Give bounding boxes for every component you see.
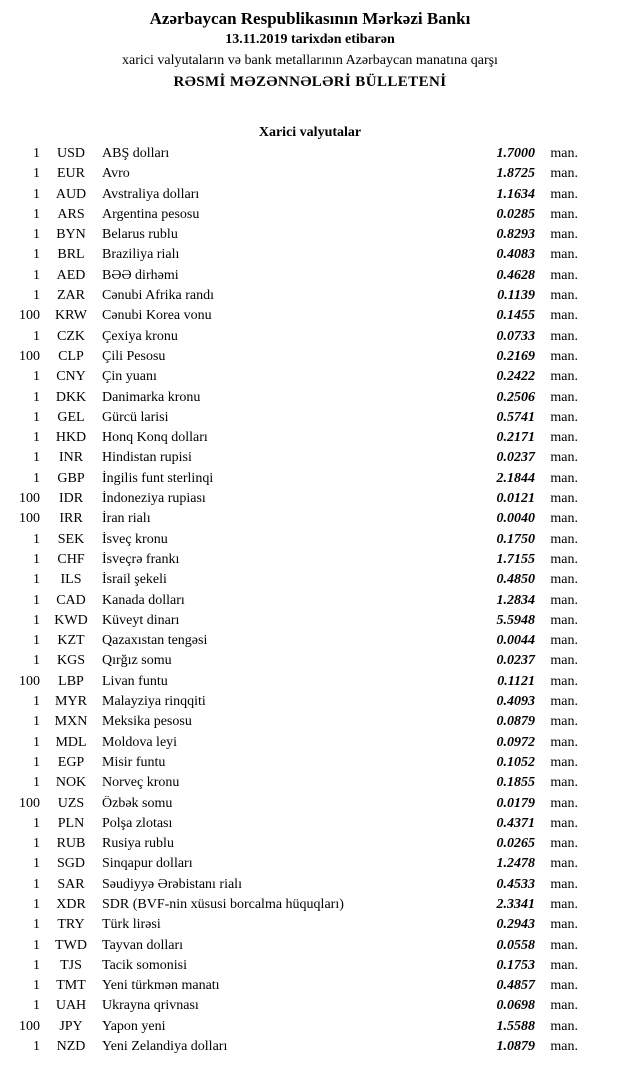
rate-unit: man.	[550, 714, 578, 730]
rate-quantity: 1	[33, 815, 40, 831]
rate-row	[10, 552, 578, 572]
rate-unit: man.	[550, 146, 578, 161]
currency-name: Danimarka kronu	[102, 389, 201, 405]
currency-name: Malayziya rinqqiti	[102, 694, 206, 710]
rate-quantity: 1	[33, 531, 40, 547]
rate-value: 0.1052	[496, 754, 535, 770]
rate-quantity: 1	[33, 754, 40, 770]
rate-row	[10, 653, 578, 673]
rate-row	[10, 816, 578, 836]
rate-quantity: 1	[33, 937, 40, 953]
rate-quantity: 1	[33, 430, 40, 446]
rate-quantity: 1	[33, 328, 40, 344]
rate-quantity: 1	[33, 206, 40, 222]
rate-unit: man.	[550, 409, 578, 425]
rate-quantity: 1	[33, 694, 40, 710]
currency-name: Qırğız somu	[102, 653, 172, 669]
rate-unit: man.	[550, 348, 578, 364]
currency-code: BRL	[57, 247, 85, 263]
rate-row	[10, 775, 578, 795]
currency-code: PLN	[57, 815, 85, 831]
currency-code: INR	[58, 450, 84, 466]
currency-code: USD	[56, 146, 85, 161]
rate-quantity: 1	[33, 836, 40, 852]
rate-unit: man.	[550, 998, 578, 1014]
currency-name: Avstraliya dolları	[102, 186, 200, 202]
currency-name: İsveç kronu	[102, 531, 168, 547]
rate-value: 2.1844	[496, 470, 535, 486]
rate-quantity: 100	[19, 1018, 40, 1034]
rates-table-body	[0, 146, 620, 1069]
rate-unit: man.	[550, 389, 578, 405]
rate-unit: man.	[550, 470, 578, 486]
currency-name: Avro	[102, 166, 130, 182]
rate-unit: man.	[550, 186, 578, 202]
rate-value: 0.2169	[496, 348, 535, 364]
currency-name: Türk lirəsi	[102, 917, 161, 933]
currency-name: İsrail şekeli	[102, 572, 167, 588]
rate-unit: man.	[550, 288, 578, 304]
rate-unit: man.	[550, 450, 578, 466]
rate-row	[10, 247, 578, 267]
currency-code: KRW	[55, 308, 87, 324]
rate-quantity: 100	[19, 673, 40, 689]
document-subtitle: xarici valyutaların və bank metallarının Azərbaycan manatına qarşı	[122, 53, 498, 68]
rate-unit: man.	[550, 876, 578, 892]
currency-name: Braziliya rialı	[102, 247, 180, 263]
rate-value: 5.5948	[496, 612, 535, 628]
currency-name: Çexiya kronu	[102, 328, 178, 344]
rate-value: 0.0237	[496, 653, 535, 669]
rate-quantity: 1	[33, 734, 40, 750]
currency-name: Gürcü larisi	[102, 409, 169, 425]
rate-value: 0.0285	[496, 206, 535, 222]
rate-unit: man.	[550, 531, 578, 547]
rate-unit: man.	[550, 917, 578, 933]
rate-row	[10, 369, 578, 389]
rate-quantity: 1	[33, 450, 40, 466]
rate-unit: man.	[550, 633, 578, 649]
rate-quantity: 1	[33, 998, 40, 1014]
rate-value: 0.4093	[496, 694, 535, 710]
rate-row	[10, 166, 578, 186]
currency-name: Tayvan dolları	[102, 937, 184, 953]
rate-value: 0.0733	[496, 328, 535, 344]
rate-row	[10, 836, 578, 856]
rate-row	[10, 613, 578, 633]
rate-unit: man.	[550, 572, 578, 588]
rate-row	[10, 532, 578, 552]
rate-value: 0.4371	[496, 815, 535, 831]
currency-name: ABŞ dolları	[102, 146, 170, 161]
currency-name: Qazaxıstan tengəsi	[102, 633, 208, 649]
rate-row	[10, 633, 578, 653]
rate-value: 1.2834	[496, 592, 535, 608]
currency-name: SDR (BVF-nin xüsusi borcalma hüquqları)	[102, 896, 344, 912]
currency-name: İndoneziya rupiası	[102, 491, 206, 507]
rate-unit: man.	[550, 612, 578, 628]
rate-unit: man.	[550, 775, 578, 791]
rate-value: 0.0558	[496, 937, 535, 953]
currency-code: DKK	[55, 389, 87, 405]
currency-code: MYR	[55, 694, 87, 710]
currency-code: GEL	[57, 409, 85, 425]
currency-code: CHF	[57, 551, 85, 567]
currency-code: KZT	[57, 633, 85, 649]
currency-code: NZD	[56, 1039, 86, 1055]
currency-code: CAD	[56, 592, 86, 608]
rate-value: 0.1855	[496, 775, 535, 791]
currency-code: AED	[56, 267, 86, 283]
rate-unit: man.	[550, 795, 578, 811]
rate-row	[10, 471, 578, 491]
rate-value: 0.0044	[496, 633, 535, 649]
rate-row	[10, 511, 578, 531]
rate-quantity: 1	[33, 267, 40, 283]
currency-code: TWD	[55, 937, 87, 953]
currency-code: LBP	[58, 673, 84, 689]
rate-value: 0.4083	[496, 247, 535, 263]
rate-quantity: 1	[33, 592, 40, 608]
currency-code: NOK	[55, 775, 87, 791]
rate-row	[10, 998, 578, 1018]
rate-unit: man.	[550, 694, 578, 710]
rate-value: 0.2943	[496, 917, 535, 933]
rate-quantity: 1	[33, 917, 40, 933]
rate-quantity: 1	[33, 389, 40, 405]
currency-code: EGP	[57, 754, 85, 770]
rate-row	[10, 227, 578, 247]
rate-quantity: 1	[33, 572, 40, 588]
rate-value: 0.4533	[496, 876, 535, 892]
currency-name: Cənubi Korea vonu	[102, 308, 212, 324]
rate-value: 0.1750	[496, 531, 535, 547]
rate-value: 1.2478	[496, 856, 535, 872]
rate-row	[10, 856, 578, 876]
rate-value: 0.5741	[496, 409, 535, 425]
rate-quantity: 1	[33, 775, 40, 791]
rate-unit: man.	[550, 754, 578, 770]
rate-row	[10, 146, 578, 166]
rate-unit: man.	[550, 166, 578, 182]
rate-unit: man.	[550, 247, 578, 263]
rate-row	[10, 187, 578, 207]
currency-name: Belarus rublu	[102, 227, 178, 243]
currency-code: TJS	[60, 957, 82, 973]
rate-unit: man.	[550, 328, 578, 344]
currency-name: Hindistan rupisi	[102, 450, 192, 466]
rate-value: 1.8725	[496, 166, 535, 182]
rate-quantity: 1	[33, 633, 40, 649]
rate-row	[10, 450, 578, 470]
rate-value: 0.0237	[496, 450, 535, 466]
currency-code: KWD	[54, 612, 88, 628]
rate-row	[10, 593, 578, 613]
rate-unit: man.	[550, 592, 578, 608]
rate-unit: man.	[550, 511, 578, 527]
currency-name: BƏƏ dirhəmi	[102, 267, 179, 283]
rate-unit: man.	[550, 896, 578, 912]
currency-code: IDR	[58, 491, 84, 507]
rate-row	[10, 430, 578, 450]
currency-name: Norveç kronu	[102, 775, 180, 791]
currency-code: KGS	[56, 653, 85, 669]
rate-value: 1.5588	[496, 1018, 535, 1034]
bank-title: Azərbaycan Respublikasının Mərkəzi Bankı	[149, 9, 471, 28]
currency-name: Yapon yeni	[102, 1018, 166, 1034]
currency-code: IRR	[59, 511, 83, 527]
rate-value: 0.0698	[496, 998, 535, 1014]
rate-value: 0.0265	[496, 836, 535, 852]
rate-value: 0.0040	[496, 511, 535, 527]
currency-name: Misir funtu	[102, 754, 166, 770]
rate-quantity: 100	[19, 308, 40, 324]
rate-row	[10, 938, 578, 958]
rate-quantity: 1	[33, 612, 40, 628]
currency-code: RUB	[56, 836, 86, 852]
rate-row	[10, 1039, 578, 1059]
currency-name: Yeni türkmən manatı	[102, 978, 220, 994]
rate-quantity: 1	[33, 551, 40, 567]
rate-row	[10, 410, 578, 430]
rate-value: 0.2422	[496, 369, 535, 385]
rate-row	[10, 674, 578, 694]
document-header	[0, 8, 620, 93]
rate-value: 0.1121	[497, 673, 535, 689]
rate-unit: man.	[550, 836, 578, 852]
currency-name: Honq Konq dolları	[102, 430, 208, 446]
rate-value: 0.1753	[496, 957, 535, 973]
currency-code: UAH	[55, 998, 87, 1014]
currency-name: Livan funtu	[102, 673, 168, 689]
currency-name: Özbək somu	[102, 795, 173, 811]
rate-row	[10, 958, 578, 978]
currency-code: XDR	[56, 896, 86, 912]
rate-unit: man.	[550, 856, 578, 872]
rate-row	[10, 329, 578, 349]
rate-value: 0.8293	[496, 227, 535, 243]
rate-unit: man.	[550, 430, 578, 446]
rate-row	[10, 349, 578, 369]
rate-row	[10, 390, 578, 410]
currency-name: Sinqapur dolları	[102, 856, 193, 872]
rate-unit: man.	[550, 267, 578, 283]
rate-quantity: 1	[33, 186, 40, 202]
rate-quantity: 1	[33, 166, 40, 182]
rate-unit: man.	[550, 957, 578, 973]
rate-value: 0.2171	[496, 430, 535, 446]
currency-code: GBP	[57, 470, 85, 486]
rate-unit: man.	[550, 653, 578, 669]
rate-quantity: 1	[33, 653, 40, 669]
rate-value: 0.4850	[496, 572, 535, 588]
rate-quantity: 1	[33, 369, 40, 385]
currency-name: Argentina pesosu	[102, 206, 200, 222]
rate-quantity: 1	[33, 978, 40, 994]
rate-row	[10, 207, 578, 227]
currency-name: Tacik somonisi	[102, 957, 187, 973]
currency-code: MDL	[55, 734, 87, 750]
rate-value: 0.1139	[497, 288, 535, 304]
currency-code: JPY	[59, 1018, 83, 1034]
currency-name: Polşa zlotası	[102, 815, 173, 831]
rate-quantity: 1	[33, 896, 40, 912]
rate-row	[10, 572, 578, 592]
currency-code: CLP	[58, 348, 84, 364]
rate-row	[10, 755, 578, 775]
rate-value: 1.1634	[496, 186, 535, 202]
currency-code: SGD	[56, 856, 85, 872]
rate-value: 1.7000	[496, 146, 535, 161]
currency-name: İsveçrə frankı	[102, 551, 180, 567]
rate-value: 0.0179	[496, 795, 535, 811]
currency-code: ILS	[60, 572, 82, 588]
currency-code: CNY	[56, 369, 86, 385]
rate-quantity: 1	[33, 714, 40, 730]
currency-code: UZS	[57, 795, 85, 811]
rate-value: 1.7155	[496, 551, 535, 567]
currency-name: Kanada dolları	[102, 592, 185, 608]
rate-unit: man.	[550, 369, 578, 385]
bulletin-title: RƏSMİ MƏZƏNNƏLƏRİ BÜLLETENİ	[173, 74, 447, 90]
currency-code: MXN	[54, 714, 88, 730]
currency-name: Moldova leyi	[102, 734, 178, 750]
currency-code: HKD	[55, 430, 87, 446]
rate-value: 0.4857	[496, 978, 535, 994]
rate-row	[10, 917, 578, 937]
rate-quantity: 1	[33, 247, 40, 263]
rate-value: 0.0121	[496, 491, 535, 507]
rate-unit: man.	[550, 673, 578, 689]
rate-quantity: 1	[33, 146, 40, 161]
rate-value: 0.0972	[496, 734, 535, 750]
rate-quantity: 1	[33, 409, 40, 425]
rate-value: 1.0879	[496, 1039, 535, 1055]
currency-name: Ukrayna qrivnası	[102, 998, 199, 1014]
currency-name: İngilis funt sterlinqi	[102, 470, 214, 486]
rate-quantity: 1	[33, 227, 40, 243]
rate-value: 0.2506	[496, 389, 535, 405]
rate-row	[10, 1019, 578, 1039]
rate-unit: man.	[550, 1039, 578, 1055]
rate-quantity: 1	[33, 957, 40, 973]
rate-row	[10, 268, 578, 288]
rate-quantity: 100	[19, 491, 40, 507]
currency-code: EUR	[57, 166, 85, 182]
currency-code: SAR	[57, 876, 85, 892]
currency-name: Çili Pesosu	[102, 348, 166, 364]
currency-name: İran rialı	[102, 511, 151, 527]
rate-unit: man.	[550, 206, 578, 222]
rate-row	[10, 796, 578, 816]
rate-unit: man.	[550, 815, 578, 831]
rate-quantity: 100	[19, 348, 40, 364]
rate-unit: man.	[550, 491, 578, 507]
rate-value: 2.3341	[496, 896, 535, 912]
rate-unit: man.	[550, 734, 578, 750]
currency-code: ZAR	[57, 288, 85, 304]
rate-unit: man.	[550, 937, 578, 953]
currency-name: Yeni Zelandiya dolları	[102, 1039, 228, 1055]
rate-unit: man.	[550, 227, 578, 243]
currency-name: Səudiyyə Ərəbistanı rialı	[102, 876, 242, 892]
currency-code: CZK	[57, 328, 85, 344]
currency-code: BYN	[56, 227, 86, 243]
rate-value: 0.0879	[496, 714, 535, 730]
currency-name: Küveyt dinarı	[102, 612, 180, 628]
rate-quantity: 1	[33, 470, 40, 486]
rate-quantity: 100	[19, 511, 40, 527]
currency-name: Cənubi Afrika randı	[102, 288, 214, 304]
rate-row	[10, 288, 578, 308]
currency-name: Çin yuanı	[102, 369, 157, 385]
rate-row	[10, 491, 578, 511]
section-title-foreign-currencies: Xarici valyutalar	[258, 125, 362, 140]
rate-unit: man.	[550, 1018, 578, 1034]
currency-code: TMT	[56, 978, 86, 994]
rate-row	[10, 714, 578, 734]
rate-unit: man.	[550, 551, 578, 567]
rate-quantity: 1	[33, 288, 40, 304]
effective-date-line: 13.11.2019 tarixdən etibarən	[225, 32, 395, 47]
rate-unit: man.	[550, 978, 578, 994]
rate-quantity: 100	[19, 795, 40, 811]
rate-row	[10, 877, 578, 897]
rate-quantity: 1	[33, 1039, 40, 1055]
rate-row	[10, 694, 578, 714]
rate-row	[10, 978, 578, 998]
rate-value: 0.4628	[496, 267, 535, 283]
currency-name: Meksika pesosu	[102, 714, 192, 730]
currency-code: TRY	[57, 917, 85, 933]
rate-unit: man.	[550, 308, 578, 324]
rate-value: 0.1455	[496, 308, 535, 324]
rate-row	[10, 897, 578, 917]
rate-row	[10, 735, 578, 755]
rate-quantity: 1	[33, 876, 40, 892]
currency-code: ARS	[57, 206, 85, 222]
rate-quantity: 1	[33, 856, 40, 872]
currency-name: Rusiya rublu	[102, 836, 174, 852]
currency-code: SEK	[57, 531, 85, 547]
rate-row	[10, 308, 578, 328]
currency-code: AUD	[55, 186, 87, 202]
